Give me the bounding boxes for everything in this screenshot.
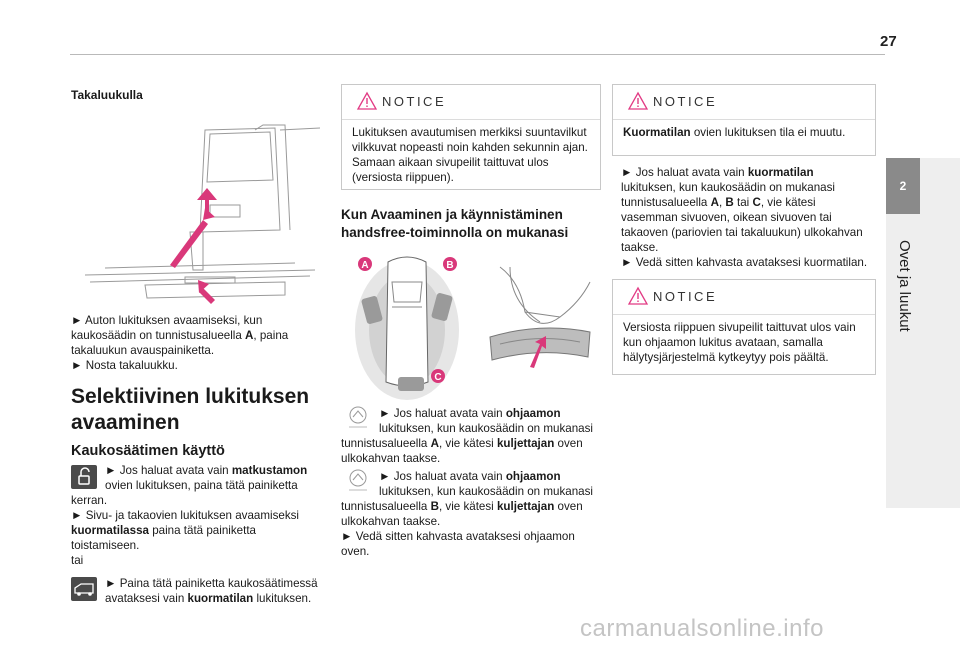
- text-line: tai: [71, 554, 84, 567]
- notice-title: NOTICE: [382, 94, 447, 109]
- zone-label-b: B: [446, 260, 454, 271]
- notice-text: [623, 320, 867, 365]
- notice-text: [623, 125, 867, 140]
- detection-zones-illustration: [350, 252, 465, 402]
- text-line: kaukosäädin on tunnistusalueella A, paina: [71, 329, 289, 342]
- text-line: ► Jos haluat avata vain ohjaamon: [379, 407, 561, 420]
- text-line: ulkokahvan taakse.: [341, 452, 441, 465]
- remote-para-3: [105, 576, 340, 606]
- watermark: carmanualsonline.info: [580, 615, 824, 642]
- text-line: ► Vedä sitten kahvasta avataksesi kuormatilan.: [621, 256, 868, 269]
- text-line: Versiosta riippuen sivupeilit taittuvat ulos vain: [623, 321, 856, 334]
- text-line: toistamiseen.: [71, 539, 140, 552]
- cargo-button-icon: [71, 577, 97, 601]
- header-rule: [70, 54, 885, 55]
- text-line: hälytysjärjestelmä kytkeytyy pois päältä.: [623, 351, 829, 364]
- handsfree-para-1: [341, 406, 601, 466]
- heading-line-1: Selektiivinen lukituksen: [71, 385, 310, 408]
- text-line: ► Paina tätä painiketta kaukosäätimessä: [105, 577, 318, 590]
- text-line: ulkokahvan taakse.: [341, 515, 441, 528]
- section-heading: [341, 206, 568, 242]
- text-line: tunnistusalueella A, vie kätesi kuljettajan oven: [341, 437, 583, 450]
- zone-label-a: A: [361, 260, 369, 271]
- tailgate-steps: [71, 313, 331, 373]
- text-line: lukituksen, kun kaukosäädin on mukanasi: [379, 485, 593, 498]
- notice-box: [341, 84, 601, 190]
- heading-line-2: avaaminen: [71, 411, 180, 434]
- text-line: ovien lukituksen, paina tätä painiketta: [105, 479, 298, 492]
- text-line: tunnistusalueella B, vie kätesi kuljettajan oven: [341, 500, 583, 513]
- text-line: vasemman sivuoven, oikean sivuoven tai: [621, 211, 832, 224]
- chapter-label: Ovet ja luukut: [896, 240, 913, 332]
- notice-text: [352, 125, 592, 185]
- text-line: ► Vedä sitten kahvasta avataksesi ohjaamon: [341, 530, 575, 543]
- warning-icon: [627, 286, 649, 306]
- text-line: tunnistusalueella A, B tai C, vie kätesi: [621, 196, 816, 209]
- page-number: 27: [880, 33, 897, 50]
- notice-header: [342, 85, 600, 120]
- chapter-number: 2: [886, 158, 920, 214]
- section-heading: [71, 384, 309, 436]
- text-line: kun ohjaamon lukitus avataan, samalla: [623, 336, 823, 349]
- warning-icon: [627, 91, 649, 111]
- handsfree-para-2: [341, 469, 601, 559]
- chapter-label-wrap: [893, 240, 913, 440]
- text-line: ► Sivu- ja takaovien lukituksen avaamiseksi: [71, 509, 299, 522]
- remote-para-1: [71, 463, 331, 568]
- notice-header: [613, 85, 875, 120]
- text-line: ► Auton lukituksen avaamiseksi, kun: [71, 314, 263, 327]
- notice-header: [613, 280, 875, 315]
- text-line: ► Nosta takaluukku.: [71, 359, 178, 372]
- text-line: kuormatilassa paina tätä painiketta: [71, 524, 256, 537]
- zone-label-c: C: [434, 372, 442, 383]
- text-line: ► Jos haluat avata vain matkustamon: [105, 464, 308, 477]
- text-line: ► Jos haluat avata vain ohjaamon: [379, 470, 561, 483]
- text-line: taakse.: [621, 241, 659, 254]
- cargo-para: [621, 165, 883, 270]
- text-line: lukituksen, kun kaukosäädin on mukanasi: [379, 422, 593, 435]
- notice-title: NOTICE: [653, 94, 718, 109]
- heading-line-2: handsfree-toiminnolla on mukanasi: [341, 225, 569, 240]
- text-line: vilkkuvat nopeasti noin kahden sekunnin ajan.: [352, 141, 588, 154]
- text-line: Kuormatilan ovien lukituksen tila ei muutu.: [623, 126, 846, 139]
- heading-line-1: Kun Avaaminen ja käynnistäminen: [341, 207, 563, 222]
- text-line: (versiosta riippuen).: [352, 171, 454, 184]
- text-line: lukituksen, kun kaukosäädin on mukanasi: [621, 181, 835, 194]
- notice-box: [612, 279, 876, 375]
- text-line: takaluukun avauspainiketta.: [71, 344, 215, 357]
- notice-title: NOTICE: [653, 289, 718, 304]
- notice-box: [612, 84, 876, 156]
- text-line: ► Jos haluat avata vain kuormatilan: [621, 166, 814, 179]
- text-line: takaoven (pariovien tai takaluukun) ulkokahvan: [621, 226, 863, 239]
- tailgate-illustration: [85, 120, 320, 305]
- text-line: avataksesi vain kuormatilan lukituksen.: [105, 592, 312, 605]
- text-line: Lukituksen avautumisen merkiksi suuntavilkut: [352, 126, 587, 139]
- subsection-heading: Kaukosäätimen käyttö: [71, 443, 225, 459]
- hand-handle-illustration: [480, 262, 595, 377]
- text-line: oven.: [341, 545, 370, 558]
- text-line: kerran.: [71, 494, 108, 507]
- text-line: Samaan aikaan sivupeilit taittuvat ulos: [352, 156, 549, 169]
- section-subtitle: Takaluukulla: [71, 88, 143, 102]
- warning-icon: [356, 91, 378, 111]
